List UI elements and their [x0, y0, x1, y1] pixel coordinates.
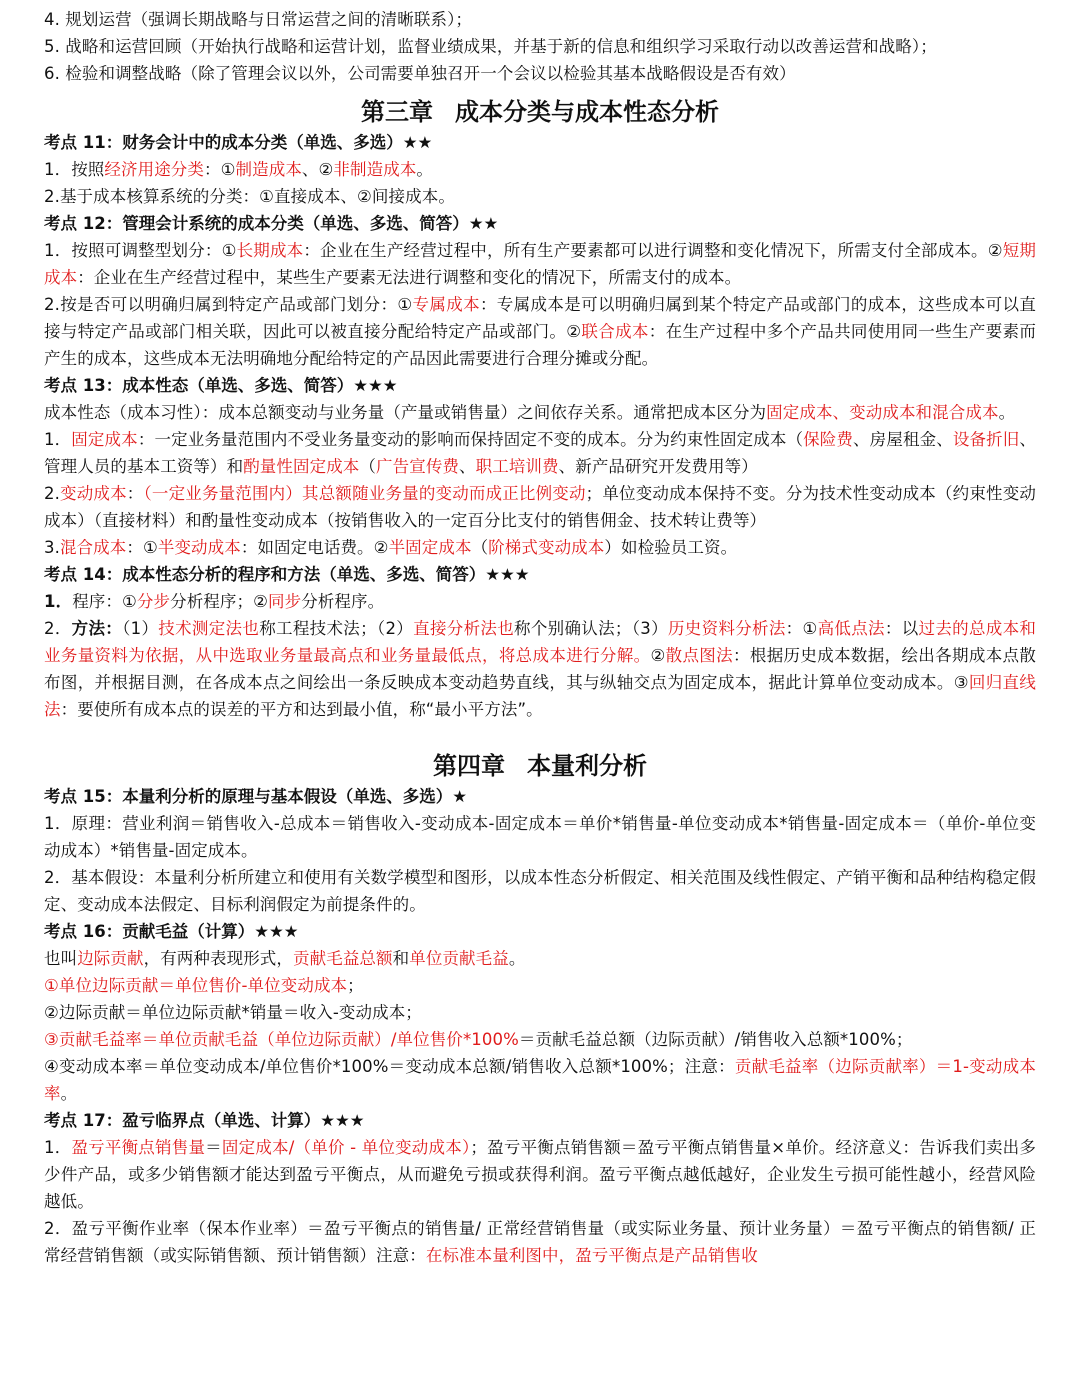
text-run: 1．: [44, 430, 72, 449]
paragraph: [44, 33, 1036, 60]
text-run: 4. 规划运营（强调长期战略与日常运营之间的清晰联系）；: [44, 10, 473, 29]
kaodian-heading: 考点 16：贡献毛益（计算）★★★: [44, 922, 299, 941]
kaodian-heading: 考点 11：财务会计中的成本分类（单选、多选）★★: [44, 133, 433, 152]
paragraph: [44, 588, 1036, 615]
text-run: ，有两种表现形式，: [143, 949, 294, 968]
highlight-text: 半固定成本: [388, 538, 472, 557]
highlight-text: 高低点法: [817, 619, 885, 638]
text-run: 。: [998, 403, 1016, 422]
highlight-text: 单位贡献毛益: [409, 949, 509, 968]
text-run: ：一定业务量范围内不受业务量变动的影响而保持固定不变的成本。分为约束性固定成本（: [137, 430, 804, 449]
highlight-text: 固定成本: [71, 430, 138, 449]
highlight-text: 贡献毛益总额: [293, 949, 393, 968]
paragraph: [44, 864, 1036, 918]
paragraph: [44, 426, 1036, 480]
paragraph: [44, 1134, 1036, 1215]
highlight-text: 直接分析法也: [413, 619, 515, 638]
text-run: 。: [60, 1084, 78, 1103]
formula-line: [44, 999, 1036, 1026]
paragraph: [44, 399, 1036, 426]
kaodian-heading: 考点 12：管理会计系统的成本分类（单选、多选、简答）★★: [44, 214, 499, 233]
highlight-text: 设备折旧: [952, 430, 1020, 449]
highlight-text: 职工培训费: [475, 457, 559, 476]
highlight-text: 保险费: [803, 430, 854, 449]
paragraph: [44, 60, 1036, 87]
text-run: ＝贡献毛益总额（边际贡献）/销售收入总额*100%；: [518, 1030, 913, 1049]
formula-line: [44, 972, 1036, 999]
highlight-text: 贡献毛益率（边际贡献率）＝1-变动成本率: [44, 1057, 1036, 1103]
text-run: 、管理人员的基本工资等）和: [44, 430, 1037, 476]
text-run: ：①: [204, 160, 236, 179]
section-kaodian-11: [44, 129, 1036, 210]
text-run: ：专属成本是可以明确归属到某个特定产品或部门的成本，这些成本可以直接与特定产品或部门相关联，因此可以被直接分配给特定产品或部门。②: [44, 295, 1036, 341]
highlight-text: ③贡献毛益率＝单位贡献毛益（单位边际贡献）/单位售价*100%: [44, 1030, 519, 1049]
highlight-text: 盈亏平衡点销售量: [71, 1138, 206, 1157]
text-run: （: [359, 457, 377, 476]
formula-line: [44, 1026, 1036, 1053]
text-run: 3.: [44, 538, 60, 557]
text-run: ④变动成本率＝单位变动成本/单位售价*100%＝变动成本总额/销售收入总额*100%；注意：: [44, 1057, 735, 1076]
text-run: ＝: [205, 1138, 222, 1157]
paragraph: [44, 945, 1036, 972]
text-run: ：根据历史成本数据，绘出各期成本点散布图，并根据目测，在各成本点之间绘出一条反映成本变动趋势直线，其与纵轴交点为固定成本，据此计算单位变动成本。③: [44, 646, 1036, 692]
paragraph: [44, 534, 1036, 561]
highlight-text: 过去的总成本和业务量资料为依据，从中选取业务量最高点和业务量最低点，将总成本进行分解。: [44, 619, 1037, 665]
highlight-text: 广告宣传费: [376, 457, 460, 476]
text-run: ：①: [785, 619, 818, 638]
paragraph: [44, 183, 1036, 210]
highlight-text: 边际贡献: [77, 949, 144, 968]
highlight-text: （一定业务量范围内）其总额随业务量的变动而成正比例变动: [143, 484, 586, 503]
text-run: ：在生产过程中多个产品共同使用同一些生产要素而产生的成本，这些成本无法明确地分配给特定的产品因此需要进行合理分摊或分配。: [44, 322, 1036, 368]
text-run: ②: [650, 646, 666, 665]
section-kaodian-15: [44, 783, 1036, 918]
kaodian-heading: 考点 13：成本性态（单选、多选、简答）★★★: [44, 376, 398, 395]
section-kaodian-13: [44, 372, 1036, 561]
text-run: 1．按照: [44, 160, 105, 179]
text-run: 成本性态（成本习性）：成本总额变动与业务量（产量或销售量）之间依存关系。通常把成本区分为: [44, 403, 767, 422]
highlight-text: 半变动成本: [157, 538, 241, 557]
highlight-text: 同步: [268, 592, 302, 611]
kaodian-heading: 考点 15：本量利分析的原理与基本假设（单选、多选）★: [44, 787, 467, 806]
text-run: 、②: [301, 160, 334, 179]
chapter-number: 第三章: [361, 98, 433, 126]
text-run: 。: [508, 949, 526, 968]
text-run: 和: [392, 949, 410, 968]
paragraph: [44, 810, 1036, 864]
text-run: 6. 检验和调整战略（除了管理会议以外，公司需要单独召开一个会议以检验其基本战略假设是否有效）: [44, 64, 796, 83]
paragraph: [44, 291, 1036, 372]
highlight-text: 固定成本、变动成本和混合成本: [766, 403, 999, 422]
text-run: ；: [347, 976, 364, 995]
text-run: 称个别确认法；（3）: [514, 619, 668, 638]
text-run: ：企业在生产经营过程中，所有生产要素都可以进行调整和变化情况下，所需支付全部成本。②: [303, 241, 1003, 260]
text-run: 1．: [44, 1138, 72, 1157]
text-run: ：①: [126, 538, 158, 557]
text-run: 2．基本假设：本量利分析所建立和使用有关数学模型和图形，以成本性态分析假定、相关范围及线性假定、产销平衡和品种结构稳定假定、变动成本法假定、目标利润假定为前提条件的。: [44, 868, 1036, 914]
text-run: ；单位变动成本保持不变。分为技术性变动成本（约束性变动成本）（直接材料）和酌量性变动成本（按销售收入的一定百分比支付的销售佣金、技术转让费等）: [44, 484, 1037, 530]
text-run: ：如固定电话费。②: [240, 538, 389, 557]
highlight-text: 经济用途分类: [104, 160, 205, 179]
text-run: 也叫: [44, 949, 78, 968]
highlight-text: 非制造成本: [333, 160, 417, 179]
text-run: 5. 战略和运营回顾（开始执行战略和运营计划，监督业绩成果，并基于新的信息和组织学习采取行动以改善运营和战略）；: [44, 37, 937, 56]
chapter-4-title: [44, 749, 1036, 783]
chapter-name: 本量利分析: [527, 752, 647, 780]
text-run: 。: [416, 160, 434, 179]
paragraph: [44, 615, 1036, 723]
section-kaodian-16: [44, 918, 1036, 1107]
text-run: 称工程技术法；（2）: [259, 619, 414, 638]
text-run: 2．盈亏平衡作业率（保本作业率）＝盈亏平衡点的销售量/ 正常经营销售量（或实际业务量、预计业务量）＝盈亏平衡点的销售额/ 正常经营销售额（或实际销售额、预计销售额）注意：: [44, 1219, 1036, 1265]
highlight-text: 专属成本: [412, 295, 480, 314]
text-run: 1．: [44, 592, 73, 611]
highlight-text: 联合成本: [581, 322, 649, 341]
text-run: ：企业在生产经营过程中，某些生产要素无法进行调整和变化的情况下，所需支付的成本。: [77, 268, 742, 287]
text-run: ：: [126, 484, 144, 503]
text-run: 、房屋租金、: [853, 430, 953, 449]
text-run: ②边际贡献＝单位边际贡献*销量＝收入-变动成本；: [44, 1003, 422, 1022]
highlight-text: 变动成本: [59, 484, 127, 503]
text-run: 方法：: [71, 619, 123, 638]
highlight-text: 回归直线法: [44, 673, 1036, 719]
text-run: ；盈亏平衡点销售额＝盈亏平衡点销售量×单价。经济意义：告诉我们卖出多少件产品，或多少销售额才能达到盈亏平衡点，从而避免亏损或获得利润。盈亏平衡点越低越好，企业发生亏损可能性越小，经营风险越低。: [44, 1138, 1036, 1211]
paragraph: [44, 1215, 1036, 1269]
text-run: ）如检验员工资。: [604, 538, 738, 557]
chapter-number: 第四章: [433, 752, 505, 780]
text-run: 2．: [44, 619, 72, 638]
text-run: ：以: [884, 619, 919, 638]
highlight-text: ①单位边际贡献＝单位售价-单位变动成本: [44, 976, 348, 995]
highlight-text: 短期成本: [44, 241, 1036, 287]
kaodian-heading: 考点 17：盈亏临界点（单选、计算）★★★: [44, 1111, 365, 1130]
highlight-text: 混合成本: [59, 538, 127, 557]
highlight-text: 酌量性固定成本: [243, 457, 360, 476]
kaodian-heading: 考点 14：成本性态分析的程序和方法（单选、多选、简答）★★★: [44, 565, 530, 584]
paragraph: [44, 6, 1036, 33]
text-run: （: [471, 538, 489, 557]
text-run: 分析程序；②: [170, 592, 268, 611]
highlight-text: 技术测定法也: [158, 619, 260, 638]
text-run: ：要使所有成本点的误差的平方和达到最小值，称“最小平方法”。: [60, 700, 543, 719]
section-kaodian-17: [44, 1107, 1036, 1269]
chapter-name: 成本分类与成本性态分析: [455, 98, 719, 126]
text-run: 1．按照可调整型划分：①: [44, 241, 237, 260]
text-run: 、新产品研究开发费用等）: [558, 457, 758, 476]
text-run: 1．原理：营业利润＝销售收入-总成本＝销售收入-变动成本-固定成本＝单价*销售量-单位变动成本*销售量-固定成本＝（单价-单位变动成本）*销售量-固定成本。: [44, 814, 1036, 860]
section-kaodian-12: [44, 210, 1036, 372]
section-kaodian-14: [44, 561, 1036, 723]
text-run: 2.: [44, 484, 60, 503]
highlight-text: 在标准本量利图中，盈亏平衡点是产品销售收: [425, 1246, 758, 1265]
paragraph: [44, 480, 1036, 534]
highlight-text: 长期成本: [236, 241, 304, 260]
intro-section: [44, 6, 1036, 87]
highlight-text: 散点图法: [665, 646, 733, 665]
text-run: 、: [459, 457, 476, 476]
paragraph: [44, 237, 1036, 291]
text-run: 分析程序。: [301, 592, 385, 611]
highlight-text: 制造成本: [235, 160, 302, 179]
highlight-text: 阶梯式变动成本: [488, 538, 605, 557]
text-run: 2.基于成本核算系统的分类：①直接成本、②间接成本。: [44, 187, 455, 206]
highlight-text: 历史资料分析法: [667, 619, 786, 638]
highlight-text: 固定成本/（单价 - 单位变动成本）: [221, 1138, 471, 1157]
text-run: 程序：①: [72, 592, 137, 611]
paragraph: [44, 156, 1036, 183]
highlight-text: 分步: [136, 592, 171, 611]
text-run: （1）: [122, 619, 159, 638]
text-run: 2.按是否可以明确归属到特定产品或部门划分：①: [44, 295, 413, 314]
formula-line: [44, 1053, 1036, 1107]
chapter-3-title: [44, 95, 1036, 129]
